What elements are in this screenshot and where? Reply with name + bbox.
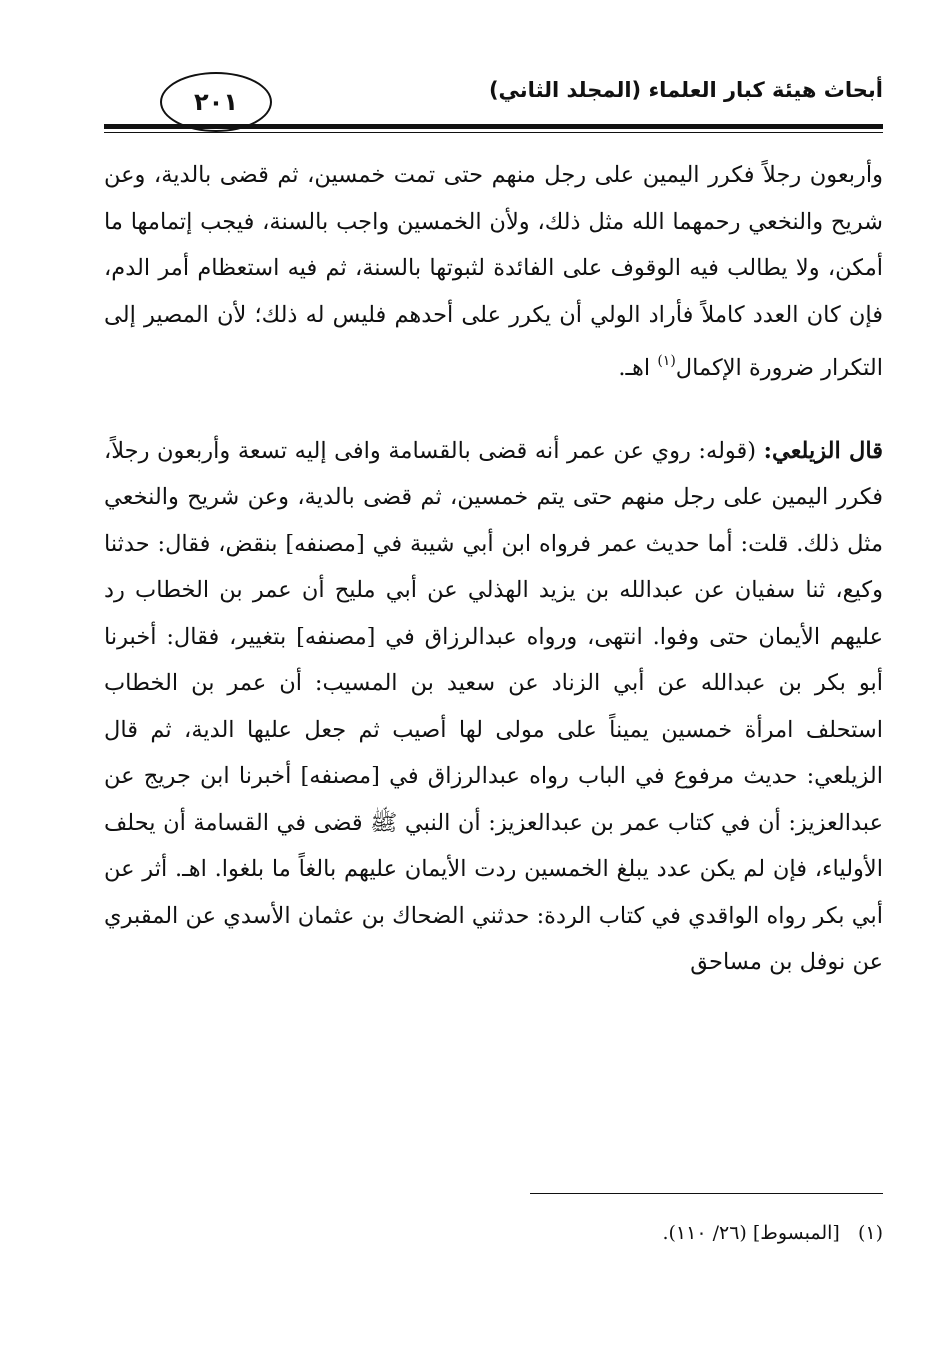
footnote-reference[interactable]: (١) bbox=[657, 353, 676, 369]
footnote-text: [المبسوط] (٢٦/ ١١٠). bbox=[662, 1222, 840, 1244]
running-header-title: أبحاث هيئة كبار العلماء (المجلد الثاني) bbox=[488, 78, 883, 102]
footnote bbox=[104, 1222, 883, 1244]
footnote-number: (١) bbox=[857, 1222, 883, 1244]
page-number-oval bbox=[160, 72, 272, 132]
paragraph-1-tail: اهـ. bbox=[618, 355, 658, 381]
paragraph-1 bbox=[104, 152, 883, 392]
paragraph-1-text: وأربعون رجلاً فكرر اليمين على رجل منهم حتى تمت خمسين، ثم قضى بالدية، وعن شريح والنخعي رحمهما الله مثل ذلك، ولأن الخمسين واجب بالسنة، فيجب إتمامها ما أمكن، ولا يطالب فيه الوقوف على الفائدة لثبوتها بالسنة، ثم فيه استعظام أمر الدم، فإن كان العدد كاملاً فأراد الولي أن يكرر على أحدهم فليس له ذلك؛ لأن المصير إلى التكرار ضرورة الإكمال bbox=[104, 162, 883, 381]
main-text bbox=[104, 152, 883, 986]
paragraph-2-speaker: قال الزيلعي: bbox=[763, 437, 883, 464]
header-rule-thick bbox=[104, 124, 883, 129]
paragraph-2 bbox=[104, 428, 883, 986]
paragraph-2-text: (قوله: روي عن عمر أنه قضى بالقسامة وافى إليه تسعة وأربعون رجلاً، فكرر اليمين على رجل منهم حتى يتم خمسين، ثم قضى بالدية، وعن شريح والنخعي مثل ذلك. قلت: أما حديث عمر فرواه ابن أبي شيبة في [مصنفه] بنقض، فقال: حدثنا وكيع، ثنا سفيان عن عبدالله بن يزيد الهذلي عن أبي مليح أن عمر بن الخطاب رد عليهم الأيمان حتى وفوا. انتهى، ورواه عبدالرزاق في [مصنفه] بتغيير، فقال: أخبرنا أبو بكر بن عبدالله عن أبي الزناد عن سعيد بن المسيب: أن عمر بن الخطاب استحلف امرأة خمسين يميناً على مولى لها أصيب ثم جعل عليها الدية، ثم قال الزيلعي: حديث مرفوع في الباب رواه عبدالرزاق في [مصنفه] أخبرنا ابن جريج عن عبدالعزيز: أن في كتاب عمر بن عبدالعزيز: أن النبي ﷺ قضى في القسامة أن يحلف الأولياء، فإن لم يكن عدد يبلغ الخمسين ردت الأيمان عليهم بالغاً ما بلغوا. اهـ. أثر عن أبي بكر رواه الواقدي في كتاب الردة: حدثني الضحاك بن عثمان الأسدي عن المقبري عن نوفل بن مساحق bbox=[104, 437, 883, 975]
footnote-divider bbox=[530, 1193, 883, 1194]
header-rule-thin bbox=[104, 132, 883, 133]
page-number: ٢٠١ bbox=[194, 88, 238, 116]
